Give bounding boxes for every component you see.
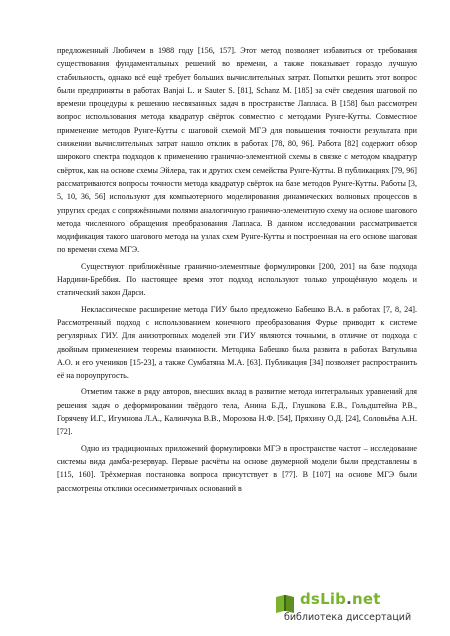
paragraph-1: предложенный Любичем в 1988 году [156, 157]. Этот метод позволяет избавиться от требования существования фундаментальных решений во времени, а также показывает гораздо лучшую стабильность, однако всё ещё требует больших вычислительных затрат. Попытки решить этот вопрос были предприняты в работах Banjai L. и Sauter S. [81], Schanz M. [185] за счёт сведения шаговой по времени процедуры к решению несвязанных задач в пространстве Лапласа. В [158] был рассмотрен вопрос использования метода квадратур свёрток совместно с методами Рунге-Кутты. Совместное применение методов Рунге-Кутты с шаговой схемой МГЭ для повышения точности результата при снижении вычислительных затрат нашло отклик в работах [78, 80, 96]. Работа [82] содержит обзор широкого спектра подходов к применению гранично-элементной схемы в связке с методом квадратур свёрток, как на основе схемы Эйлера, так и других схем семейства Рунге-Кутты. В публикациях [79, 96] рассматриваются вопросы точности метода квадратур свёрток на базе методов Рунге-Кутты. Работы [3, 5, 10, 36, 56] используют для компьютерного моделирования динамических волновых процессов в упругих средах с сопряжёнными полями аналогичную гранично-элементную схему на основе шагового метода численного обращения преобразования Лапласа. В данном исследовании рассматривается модификация такого шагового метода на узлах схем Рунге-Кутты и построенная на его основе шаговая по времени схема МГЭ. [57, 46, 417, 255]
paragraph-3: Неклассическое расширение метода ГИУ было предложено Бабешко В.А. в работах [7, 8, 24]. Рассмотренный подход с использованием конечного преобразования Фурье приводит к системе регулярных ГИУ. Для анизотропных моделей эти ГИУ являются точными, в отличие от подхода с двойным применением теоремы взаимности. Методика Бабешко была развита в работах Ватульяна А.О. и его учеников [15-23], а также Сумбатяна М.А. [63]. Публикация [34] позволяет распространить её на пороупругость. [57, 304, 417, 381]
watermark-subtitle: библиотека диссертаций [284, 612, 412, 623]
paragraph-2: Существуют приближённые гранично-элементные формулировки [200, 201] на базе подхода Нардини-Бреббия. По настоящее время этот подход используют только упрощённую модель и статический закон Дарси. [57, 261, 417, 298]
watermark-domain [300, 590, 381, 608]
watermark-domain-main: dsLib [300, 590, 347, 608]
dslib-watermark[interactable] [244, 590, 444, 630]
paragraph-5: Одно из традиционных приложений формулировки МГЭ в пространстве частот – исследование системы вида дамба-резервуар. Первые расчёты на основе двумерной модели были представлены в [115, 160]. Трёхмерная постановка вопроса присутствует в [77]. В [107] на основе МГЭ были рассмотрены отклики осесимметричных оснований в [57, 443, 417, 493]
watermark-domain-dot: . [346, 590, 353, 608]
watermark-domain-tld: net [352, 590, 381, 608]
paragraph-4: Отметим также в ряду авторов, внесших вклад в развитие метода интегральных уравнений для решения задач о деформировании твёрдого тела, Анина Б.Д., Глушкова Е.В., Гольдштейна Р.В., Горячеву И.Г., Игумнова Л.А., Калинчука В.В., Морозова Н.Ф. [54], Пряхину О.Д. [24], Соловьёва А.Н. [72]. [57, 387, 417, 437]
document-body [57, 44, 417, 495]
book-logo-icon [274, 592, 296, 614]
